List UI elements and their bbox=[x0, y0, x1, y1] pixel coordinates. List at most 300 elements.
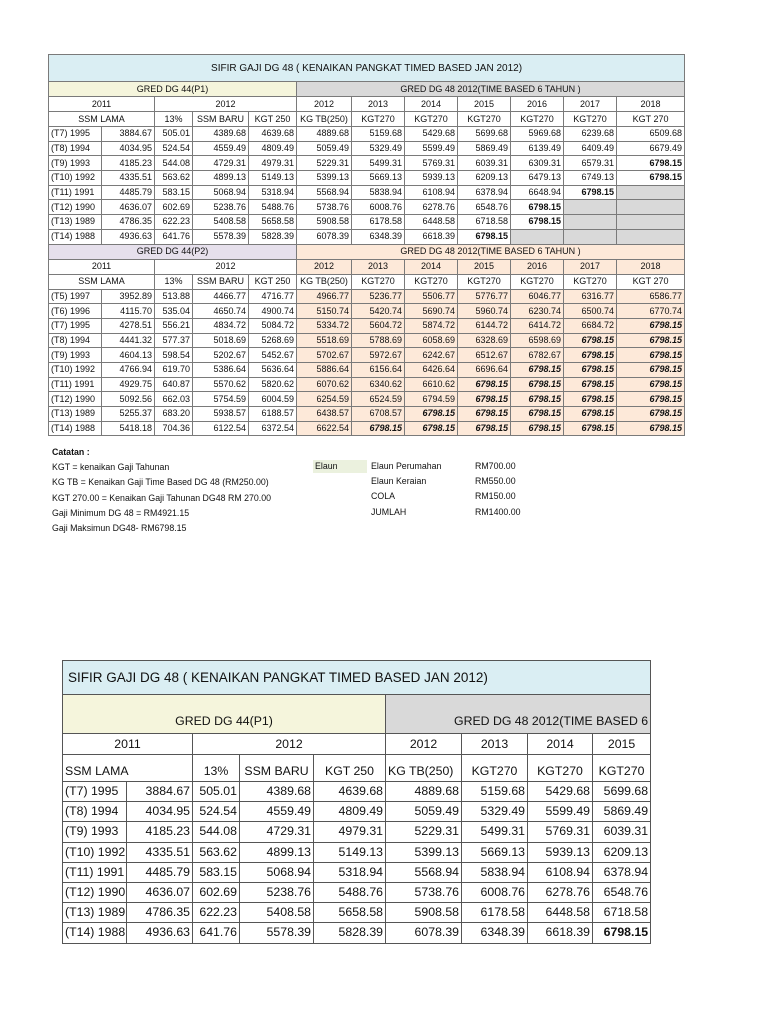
value-cell: 683.20 bbox=[155, 407, 193, 422]
year-label: 2013 bbox=[352, 97, 405, 112]
row-label: (T8) 1994 bbox=[49, 333, 102, 348]
allowance-amount: RM700.00 bbox=[475, 461, 516, 471]
table-row bbox=[49, 289, 685, 304]
column-header: KGT270 bbox=[352, 274, 405, 289]
year-label: 2012 bbox=[155, 259, 297, 274]
value-cell: 4936.63 bbox=[102, 229, 155, 244]
value-cell: 5506.77 bbox=[405, 289, 458, 304]
table-row bbox=[63, 822, 651, 842]
value-cell bbox=[617, 229, 685, 244]
value-cell: 640.87 bbox=[155, 377, 193, 392]
table-row bbox=[63, 903, 651, 923]
value-cell: 524.54 bbox=[155, 141, 193, 156]
value-cell: 4900.74 bbox=[249, 304, 297, 319]
column-header: SSM LAMA bbox=[49, 112, 155, 127]
table-row bbox=[63, 882, 651, 902]
value-cell: 535.04 bbox=[155, 304, 193, 319]
column-header: KGT270 bbox=[405, 112, 458, 127]
value-cell: 4979.31 bbox=[249, 156, 297, 171]
value-cell: 5329.49 bbox=[462, 802, 528, 822]
note-line: Gaji Maksimun DG48- RM6798.15 bbox=[52, 522, 187, 533]
value-cell: 5658.58 bbox=[314, 903, 386, 923]
column-header: KGT270 bbox=[462, 755, 528, 782]
allowance-label: COLA bbox=[371, 491, 395, 502]
value-cell: 6586.77 bbox=[617, 289, 685, 304]
allowance-tag: Elaun bbox=[313, 460, 367, 473]
note-line: KG TB = Kenaikan Gaji Time Based DG 48 (RM250.00) bbox=[52, 477, 269, 488]
value-cell: 6378.94 bbox=[593, 862, 651, 882]
value-cell: 6316.77 bbox=[564, 289, 617, 304]
value-cell: 6409.49 bbox=[564, 141, 617, 156]
value-cell: 5690.74 bbox=[405, 304, 458, 319]
group-label: GRED DG 44(P1) bbox=[49, 82, 297, 97]
row-label: (T13) 1989 bbox=[63, 903, 127, 923]
column-header: KGT 250 bbox=[249, 112, 297, 127]
value-cell: 5238.76 bbox=[193, 200, 249, 215]
value-cell: 6414.72 bbox=[511, 318, 564, 333]
column-header: KGT270 bbox=[564, 274, 617, 289]
value-cell: 524.54 bbox=[193, 802, 240, 822]
row-label: (T14) 1988 bbox=[49, 421, 102, 436]
value-cell: 6798.15 bbox=[564, 333, 617, 348]
value-cell: 5429.68 bbox=[528, 782, 593, 802]
value-cell: 6448.58 bbox=[528, 903, 593, 923]
table-row bbox=[63, 802, 651, 822]
allowance-amount: RM1400.00 bbox=[475, 506, 521, 517]
group-label: GRED DG 48 2012(TIME BASED 6 bbox=[386, 695, 651, 734]
row-label: (T11) 1991 bbox=[49, 377, 102, 392]
year-label: 2016 bbox=[511, 259, 564, 274]
value-cell: 6548.76 bbox=[593, 882, 651, 902]
value-cell: 5939.13 bbox=[528, 842, 593, 862]
value-cell: 6278.76 bbox=[405, 200, 458, 215]
value-cell bbox=[564, 229, 617, 244]
value-cell: 6139.49 bbox=[511, 141, 564, 156]
value-cell: 5658.58 bbox=[249, 215, 297, 230]
row-label: (T7) 1995 bbox=[49, 318, 102, 333]
value-cell: 4786.35 bbox=[127, 903, 193, 923]
table-row bbox=[49, 392, 685, 407]
value-cell: 5452.67 bbox=[249, 348, 297, 363]
value-cell: 4335.51 bbox=[102, 171, 155, 186]
value-cell: 5408.58 bbox=[193, 215, 249, 230]
value-cell: 5499.31 bbox=[352, 156, 405, 171]
value-cell: 5972.67 bbox=[352, 348, 405, 363]
value-cell: 704.36 bbox=[155, 421, 193, 436]
value-cell: 5420.74 bbox=[352, 304, 405, 319]
value-cell: 5578.39 bbox=[240, 923, 314, 943]
value-cell: 5429.68 bbox=[405, 127, 458, 142]
row-label: (T6) 1996 bbox=[49, 304, 102, 319]
value-cell bbox=[617, 200, 685, 215]
value-cell: 5820.62 bbox=[249, 377, 297, 392]
row-label: (T10) 1992 bbox=[49, 362, 102, 377]
value-cell: 4834.72 bbox=[193, 318, 249, 333]
year-label: 2015 bbox=[593, 734, 651, 755]
column-header: SSM BARU bbox=[193, 112, 249, 127]
value-cell: 6798.15 bbox=[564, 348, 617, 363]
value-cell: 5059.49 bbox=[386, 802, 462, 822]
value-cell: 5399.13 bbox=[297, 171, 352, 186]
value-cell: 6798.15 bbox=[617, 171, 685, 186]
value-cell: 4335.51 bbox=[127, 842, 193, 862]
value-cell: 5092.56 bbox=[102, 392, 155, 407]
value-cell: 5150.74 bbox=[297, 304, 352, 319]
value-cell: 5874.72 bbox=[405, 318, 458, 333]
value-cell: 6798.15 bbox=[511, 215, 564, 230]
value-cell: 4729.31 bbox=[193, 156, 249, 171]
value-cell: 4034.95 bbox=[102, 141, 155, 156]
year-label: 2014 bbox=[405, 97, 458, 112]
group-label: GRED DG 44(P1) bbox=[63, 695, 386, 734]
row-label: (T12) 1990 bbox=[63, 882, 127, 902]
column-header: KG TB(250) bbox=[297, 112, 352, 127]
table-row bbox=[49, 127, 685, 142]
value-cell: 6426.64 bbox=[405, 362, 458, 377]
year-label: 2014 bbox=[405, 259, 458, 274]
zoomed-salary-table bbox=[62, 660, 651, 944]
value-cell: 5938.57 bbox=[193, 407, 249, 422]
value-cell: 5599.49 bbox=[528, 802, 593, 822]
value-cell: 6718.58 bbox=[593, 903, 651, 923]
value-cell: 5699.68 bbox=[593, 782, 651, 802]
value-cell: 4636.07 bbox=[127, 882, 193, 902]
column-header: KGT 250 bbox=[314, 755, 386, 782]
table-row bbox=[49, 156, 685, 171]
value-cell: 6798.15 bbox=[564, 377, 617, 392]
value-cell: 5869.49 bbox=[593, 802, 651, 822]
value-cell: 6598.69 bbox=[511, 333, 564, 348]
value-cell: 6798.15 bbox=[352, 421, 405, 436]
value-cell: 5159.68 bbox=[462, 782, 528, 802]
value-cell: 505.01 bbox=[193, 782, 240, 802]
value-cell: 6512.67 bbox=[458, 348, 511, 363]
year-label: 2017 bbox=[564, 97, 617, 112]
value-cell: 5769.31 bbox=[405, 156, 458, 171]
value-cell: 5084.72 bbox=[249, 318, 297, 333]
row-label: (T13) 1989 bbox=[49, 215, 102, 230]
value-cell: 6509.68 bbox=[617, 127, 685, 142]
value-cell: 641.76 bbox=[155, 229, 193, 244]
value-cell: 6144.72 bbox=[458, 318, 511, 333]
value-cell: 5229.31 bbox=[297, 156, 352, 171]
table-row bbox=[63, 842, 651, 862]
value-cell: 563.62 bbox=[155, 171, 193, 186]
value-cell: 5488.76 bbox=[314, 882, 386, 902]
value-cell: 4389.68 bbox=[240, 782, 314, 802]
value-cell: 4485.79 bbox=[127, 862, 193, 882]
value-cell: 622.23 bbox=[193, 903, 240, 923]
value-cell: 6178.58 bbox=[352, 215, 405, 230]
year-label: 2012 bbox=[297, 97, 352, 112]
value-cell: 4636.07 bbox=[102, 200, 155, 215]
value-cell: 6078.39 bbox=[297, 229, 352, 244]
value-cell: 4729.31 bbox=[240, 822, 314, 842]
value-cell: 5939.13 bbox=[405, 171, 458, 186]
value-cell: 5268.69 bbox=[249, 333, 297, 348]
value-cell: 5578.39 bbox=[193, 229, 249, 244]
column-header: KG TB(250) bbox=[297, 274, 352, 289]
value-cell: 6798.15 bbox=[458, 229, 511, 244]
value-cell: 5418.18 bbox=[102, 421, 155, 436]
value-cell: 4650.74 bbox=[193, 304, 249, 319]
value-cell: 583.15 bbox=[193, 862, 240, 882]
value-cell: 4786.35 bbox=[102, 215, 155, 230]
value-cell: 4389.68 bbox=[193, 127, 249, 142]
value-cell bbox=[564, 200, 617, 215]
value-cell: 5568.94 bbox=[386, 862, 462, 882]
table-row bbox=[63, 862, 651, 882]
value-cell: 6798.15 bbox=[617, 392, 685, 407]
value-cell: 6039.31 bbox=[458, 156, 511, 171]
value-cell: 6798.15 bbox=[617, 421, 685, 436]
value-cell: 4034.95 bbox=[127, 802, 193, 822]
value-cell: 5738.76 bbox=[386, 882, 462, 902]
value-cell: 4639.68 bbox=[249, 127, 297, 142]
value-cell: 5738.76 bbox=[297, 200, 352, 215]
value-cell: 4185.23 bbox=[127, 822, 193, 842]
value-cell: 4639.68 bbox=[314, 782, 386, 802]
value-cell: 6798.15 bbox=[511, 200, 564, 215]
row-label: (T10) 1992 bbox=[63, 842, 127, 862]
value-cell: 6500.74 bbox=[564, 304, 617, 319]
allowance-amount: RM550.00 bbox=[475, 476, 516, 487]
value-cell: 6348.39 bbox=[462, 923, 528, 943]
table-row bbox=[49, 141, 685, 156]
value-cell: 6679.49 bbox=[617, 141, 685, 156]
value-cell: 3952.89 bbox=[102, 289, 155, 304]
column-header: KGT 250 bbox=[249, 274, 297, 289]
value-cell: 5599.49 bbox=[405, 141, 458, 156]
column-header: KGT270 bbox=[593, 755, 651, 782]
column-header: KGT270 bbox=[564, 112, 617, 127]
value-cell: 6798.15 bbox=[405, 407, 458, 422]
row-label: (T11) 1991 bbox=[49, 185, 102, 200]
column-header: KGT270 bbox=[511, 274, 564, 289]
value-cell: 5159.68 bbox=[352, 127, 405, 142]
row-label: (T12) 1990 bbox=[49, 200, 102, 215]
value-cell: 5568.94 bbox=[297, 185, 352, 200]
value-cell: 5776.77 bbox=[458, 289, 511, 304]
column-header: KGT 270 bbox=[617, 274, 685, 289]
value-cell: 5669.13 bbox=[352, 171, 405, 186]
value-cell: 6058.69 bbox=[405, 333, 458, 348]
value-cell: 6798.15 bbox=[564, 362, 617, 377]
value-cell: 6622.54 bbox=[297, 421, 352, 436]
row-label: (T11) 1991 bbox=[63, 862, 127, 882]
value-cell: 4809.49 bbox=[249, 141, 297, 156]
table-row bbox=[49, 215, 685, 230]
value-cell: 6782.67 bbox=[511, 348, 564, 363]
value-cell: 6579.31 bbox=[564, 156, 617, 171]
value-cell: 6230.74 bbox=[511, 304, 564, 319]
value-cell: 6798.15 bbox=[564, 392, 617, 407]
notes-heading: Catatan : bbox=[52, 447, 90, 457]
table-row bbox=[49, 185, 685, 200]
value-cell: 6798.15 bbox=[511, 392, 564, 407]
row-label: (T8) 1994 bbox=[63, 802, 127, 822]
column-header: KG TB(250) bbox=[386, 755, 462, 782]
value-cell: 4604.13 bbox=[102, 348, 155, 363]
value-cell: 6078.39 bbox=[386, 923, 462, 943]
value-cell: 6798.15 bbox=[617, 318, 685, 333]
group-label: GRED DG 44(P2) bbox=[49, 244, 297, 259]
year-label: 2013 bbox=[352, 259, 405, 274]
value-cell: 6108.94 bbox=[528, 862, 593, 882]
row-label: (T14) 1988 bbox=[63, 923, 127, 943]
note-line: KGT 270.00 = Kenaikan Gaji Tahunan DG48 RM 270.00 bbox=[52, 492, 272, 503]
table-row bbox=[49, 377, 685, 392]
value-cell: 6378.94 bbox=[458, 185, 511, 200]
value-cell: 6708.57 bbox=[352, 407, 405, 422]
value-cell: 4966.77 bbox=[297, 289, 352, 304]
value-cell: 5518.69 bbox=[297, 333, 352, 348]
column-header: KGT 270 bbox=[617, 112, 685, 127]
value-cell: 6798.15 bbox=[511, 362, 564, 377]
value-cell: 6122.54 bbox=[193, 421, 249, 436]
value-cell: 598.54 bbox=[155, 348, 193, 363]
value-cell: 5488.76 bbox=[249, 200, 297, 215]
year-label: 2011 bbox=[63, 734, 193, 755]
value-cell: 6749.13 bbox=[564, 171, 617, 186]
value-cell: 5229.31 bbox=[386, 822, 462, 842]
value-cell: 6798.15 bbox=[511, 377, 564, 392]
value-cell: 641.76 bbox=[193, 923, 240, 943]
value-cell: 6328.69 bbox=[458, 333, 511, 348]
value-cell: 6648.94 bbox=[511, 185, 564, 200]
value-cell: 5059.49 bbox=[297, 141, 352, 156]
value-cell: 5769.31 bbox=[528, 822, 593, 842]
allowance-label: JUMLAH bbox=[371, 506, 407, 517]
allowance-label: Elaun Keraian bbox=[371, 476, 427, 487]
column-header: KGT270 bbox=[405, 274, 458, 289]
column-header: KGT270 bbox=[458, 274, 511, 289]
value-cell: 619.70 bbox=[155, 362, 193, 377]
value-cell: 505.01 bbox=[155, 127, 193, 142]
value-cell bbox=[617, 185, 685, 200]
value-cell: 6696.64 bbox=[458, 362, 511, 377]
row-label: (T9) 1993 bbox=[49, 348, 102, 363]
value-cell: 6770.74 bbox=[617, 304, 685, 319]
notes-section bbox=[52, 445, 271, 536]
value-cell: 5960.74 bbox=[458, 304, 511, 319]
row-label: (T9) 1993 bbox=[49, 156, 102, 171]
value-cell: 5149.13 bbox=[314, 842, 386, 862]
value-cell: 4929.75 bbox=[102, 377, 155, 392]
value-cell: 5702.67 bbox=[297, 348, 352, 363]
value-cell: 4441.32 bbox=[102, 333, 155, 348]
value-cell: 6209.13 bbox=[458, 171, 511, 186]
value-cell: 5908.58 bbox=[386, 903, 462, 923]
value-cell: 6718.58 bbox=[458, 215, 511, 230]
table-row bbox=[49, 348, 685, 363]
value-cell: 5238.76 bbox=[240, 882, 314, 902]
group-label: GRED DG 48 2012(TIME BASED 6 TAHUN ) bbox=[297, 82, 685, 97]
column-header: 13% bbox=[155, 274, 193, 289]
value-cell: 6254.59 bbox=[297, 392, 352, 407]
value-cell: 6798.15 bbox=[564, 407, 617, 422]
value-cell: 6548.76 bbox=[458, 200, 511, 215]
zoom-title: SIFIR GAJI DG 48 ( KENAIKAN PANGKAT TIMED BASED JAN 2012) bbox=[63, 661, 651, 695]
value-cell: 6188.57 bbox=[249, 407, 297, 422]
year-label: 2011 bbox=[49, 259, 155, 274]
value-cell bbox=[511, 229, 564, 244]
value-cell: 5754.59 bbox=[193, 392, 249, 407]
year-label: 2013 bbox=[462, 734, 528, 755]
value-cell: 602.69 bbox=[193, 882, 240, 902]
value-cell: 5236.77 bbox=[352, 289, 405, 304]
table-row bbox=[49, 333, 685, 348]
value-cell: 5828.39 bbox=[314, 923, 386, 943]
value-cell: 6242.67 bbox=[405, 348, 458, 363]
value-cell: 6438.57 bbox=[297, 407, 352, 422]
value-cell: 4809.49 bbox=[314, 802, 386, 822]
value-cell: 4979.31 bbox=[314, 822, 386, 842]
year-label: 2012 bbox=[386, 734, 462, 755]
value-cell: 4899.13 bbox=[240, 842, 314, 862]
table-row bbox=[63, 923, 651, 943]
year-label: 2011 bbox=[49, 97, 155, 112]
value-cell: 6798.15 bbox=[458, 377, 511, 392]
salary-spreadsheet bbox=[48, 54, 685, 436]
value-cell: 3884.67 bbox=[127, 782, 193, 802]
value-cell: 544.08 bbox=[193, 822, 240, 842]
value-cell: 4278.51 bbox=[102, 318, 155, 333]
value-cell: 556.21 bbox=[155, 318, 193, 333]
value-cell: 6684.72 bbox=[564, 318, 617, 333]
table-row bbox=[49, 229, 685, 244]
column-header: KGT270 bbox=[352, 112, 405, 127]
value-cell: 5334.72 bbox=[297, 318, 352, 333]
value-cell: 6618.39 bbox=[528, 923, 593, 943]
table-row bbox=[49, 318, 685, 333]
value-cell: 5838.94 bbox=[352, 185, 405, 200]
value-cell: 6798.15 bbox=[564, 185, 617, 200]
value-cell: 6239.68 bbox=[564, 127, 617, 142]
table-row bbox=[49, 362, 685, 377]
value-cell: 5969.68 bbox=[511, 127, 564, 142]
value-cell: 5886.64 bbox=[297, 362, 352, 377]
value-cell: 4559.49 bbox=[240, 802, 314, 822]
year-label: 2018 bbox=[617, 97, 685, 112]
value-cell: 6178.58 bbox=[462, 903, 528, 923]
value-cell: 3884.67 bbox=[102, 127, 155, 142]
value-cell: 5408.58 bbox=[240, 903, 314, 923]
value-cell: 4485.79 bbox=[102, 185, 155, 200]
year-label: 2012 bbox=[193, 734, 386, 755]
column-header: KGT270 bbox=[528, 755, 593, 782]
value-cell: 622.23 bbox=[155, 215, 193, 230]
value-cell: 6039.31 bbox=[593, 822, 651, 842]
value-cell: 6070.62 bbox=[297, 377, 352, 392]
row-label: (T9) 1993 bbox=[63, 822, 127, 842]
value-cell: 6798.15 bbox=[458, 392, 511, 407]
allowance-section bbox=[313, 459, 573, 520]
column-header: SSM BARU bbox=[193, 274, 249, 289]
value-cell: 6798.15 bbox=[458, 421, 511, 436]
value-cell: 6340.62 bbox=[352, 377, 405, 392]
value-cell: 6524.59 bbox=[352, 392, 405, 407]
value-cell: 6798.15 bbox=[617, 348, 685, 363]
value-cell: 6156.64 bbox=[352, 362, 405, 377]
value-cell: 6794.59 bbox=[405, 392, 458, 407]
row-label: (T12) 1990 bbox=[49, 392, 102, 407]
value-cell: 4559.49 bbox=[193, 141, 249, 156]
value-cell: 6479.13 bbox=[511, 171, 564, 186]
value-cell: 5699.68 bbox=[458, 127, 511, 142]
note-line: KGT = kenaikan Gaji Tahunan bbox=[52, 462, 170, 473]
value-cell: 6008.76 bbox=[352, 200, 405, 215]
